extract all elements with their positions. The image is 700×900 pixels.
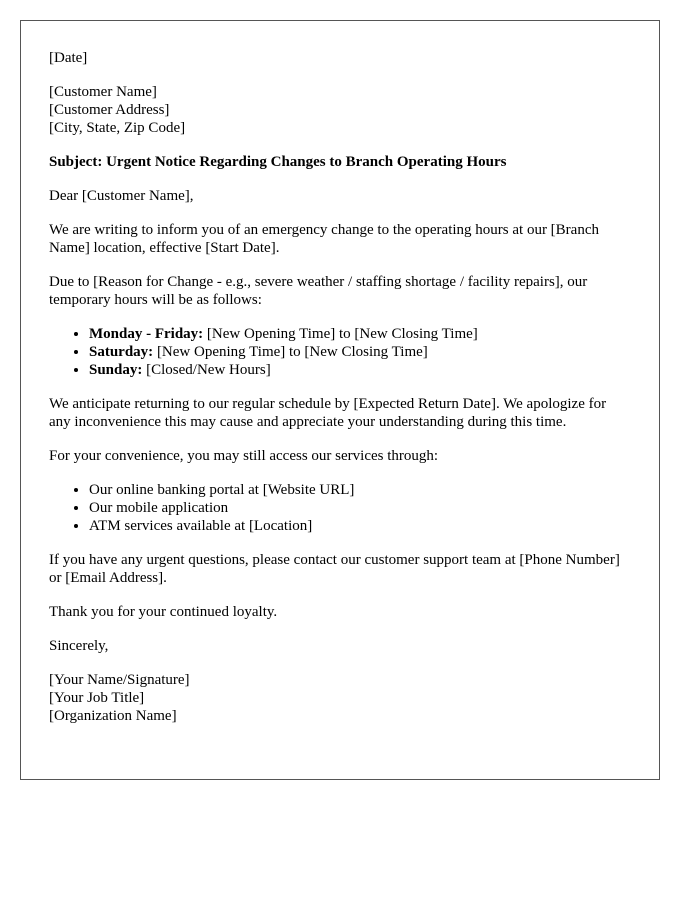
hours-day: Sunday: [89, 362, 143, 378]
list-item [89, 325, 631, 343]
date-text: [Date] [49, 50, 88, 66]
recipient-street: [Customer Address] [49, 102, 170, 118]
list-item [89, 361, 631, 379]
greeting: Dear [Customer Name], [49, 188, 194, 204]
list-item: • ATM services available at [Location] [89, 517, 631, 535]
intro-paragraph: We are writing to inform you of an emergency change to the operating hours at our [Branch Name] location, effective [Start Date]. [49, 222, 599, 256]
services-list [49, 481, 631, 535]
recipient-address [49, 83, 631, 137]
contact-paragraph: If you have any urgent questions, please contact our customer support team at [Phone Number] or [Email Address]. [49, 552, 620, 586]
date-line [49, 49, 631, 67]
list-item [89, 343, 631, 361]
hours-time: [New Opening Time] to [New Closing Time] [203, 326, 478, 342]
hours-day: Saturday: [89, 344, 154, 360]
recipient-city: [City, State, Zip Code] [49, 120, 186, 136]
closing-line: Sincerely, [49, 638, 109, 654]
signature-organization: [Organization Name] [49, 708, 177, 724]
thanks-line: Thank you for your continued loyalty. [49, 604, 278, 620]
hours-list [49, 325, 631, 379]
recipient-name: [Customer Name] [49, 84, 157, 100]
list-item: • Our mobile application [89, 499, 631, 517]
reason-paragraph: Due to [Reason for Change - e.g., severe weather / staffing shortage / facility repairs], our temporary hours will be as follows: [49, 274, 588, 308]
list-item: • Our online banking portal at [Website URL] [89, 481, 631, 499]
signature-title: [Your Job Title] [49, 690, 145, 706]
schedule-paragraph: We anticipate returning to our regular schedule by [Expected Return Date]. We apologize for any inconvenience this may cause and appreciate your understanding during this time. [49, 396, 607, 430]
signature-block [49, 671, 631, 725]
hours-time: [Closed/New Hours] [142, 362, 271, 378]
hours-day: Monday - Friday: [89, 326, 204, 342]
subject-line: Subject: Urgent Notice Regarding Changes to Branch Operating Hours [49, 154, 507, 170]
signature-name: [Your Name/Signature] [49, 672, 190, 688]
letter-page [20, 20, 660, 780]
services-intro-paragraph: For your convenience, you may still access our services through: [49, 448, 439, 464]
hours-time: [New Opening Time] to [New Closing Time] [153, 344, 428, 360]
